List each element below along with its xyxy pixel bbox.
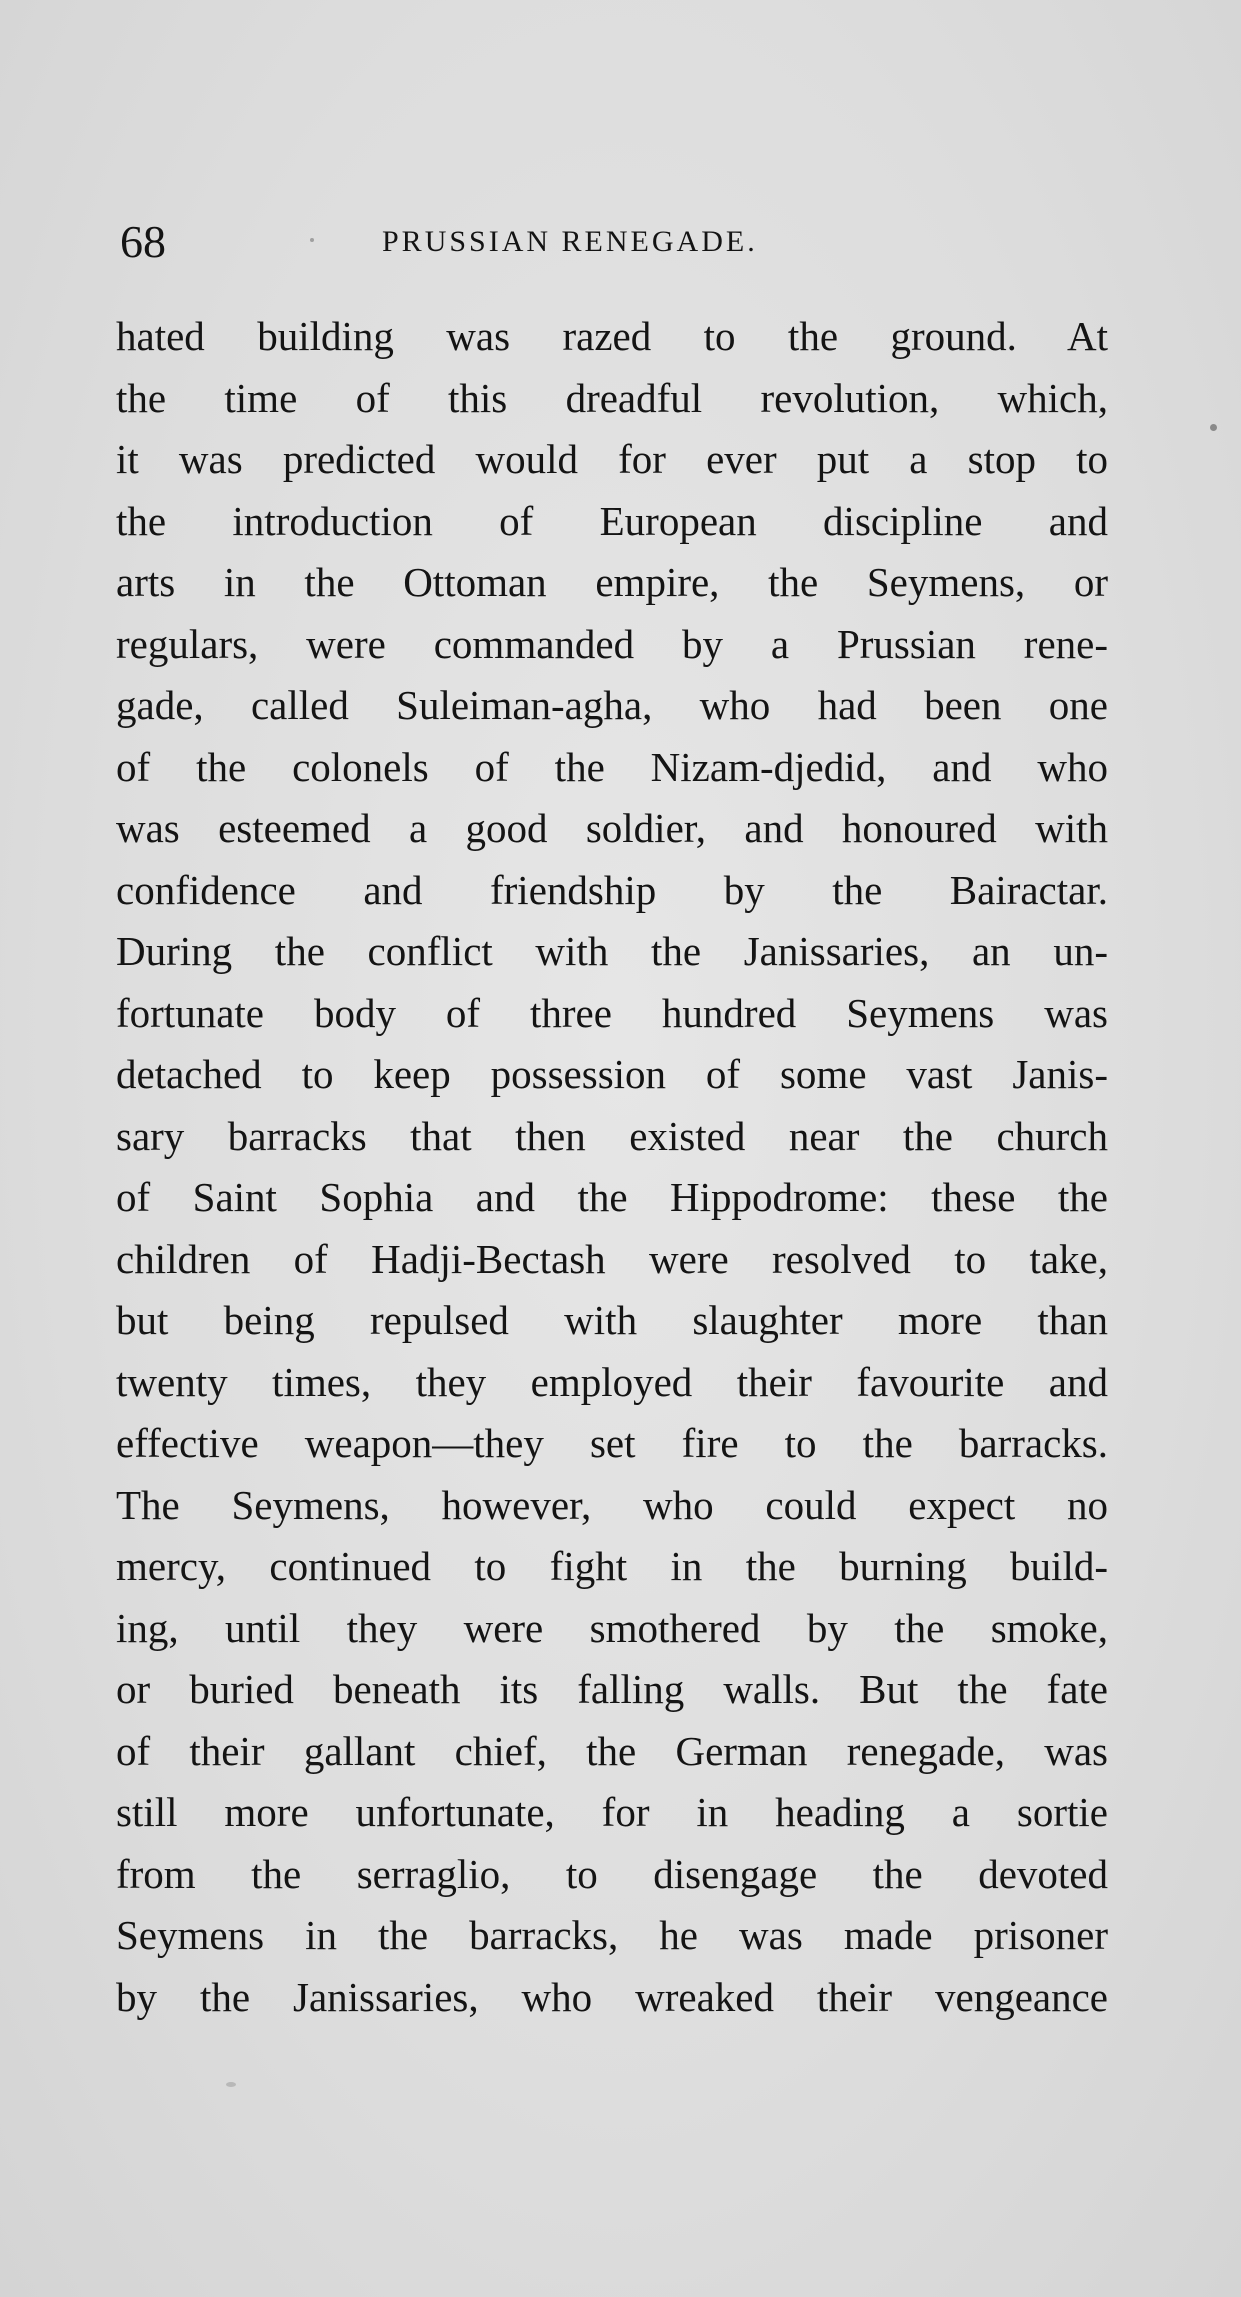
- text-line: effective weapon—they set fire to the barracks.: [116, 1420, 1108, 1466]
- text-line: fortunate body of three hundred Seymens was: [116, 989, 1108, 1036]
- running-head: PRUSSIAN RENEGADE.: [382, 225, 758, 258]
- text-line: the time of this dreadful revolution, which,: [116, 374, 1108, 421]
- text-line: but being repulsed with slaughter more than: [116, 1297, 1108, 1343]
- text-line: still more unfortunate, for in heading a sortie: [116, 1789, 1108, 1835]
- print-speck: [226, 2082, 236, 2087]
- text-line: from the serraglio, to disengage the devoted: [116, 1850, 1108, 1897]
- text-line: arts in the Ottoman empire, the Seymens, or: [116, 559, 1108, 605]
- page-header: [120, 212, 1120, 272]
- text-line: During the conflict with the Janissaries, an un-: [116, 928, 1108, 974]
- text-line: was esteemed a good soldier, and honoured with: [116, 805, 1108, 851]
- text-line: the introduction of European discipline and: [116, 497, 1108, 544]
- text-line: gade, called Suleiman-agha, who had been one: [116, 682, 1108, 728]
- text-line: Seymens in the barracks, he was made prisoner: [116, 1912, 1108, 1958]
- text-line: or buried beneath its falling walls. But the fate: [116, 1666, 1108, 1712]
- text-line: hated building was razed to the ground. At: [116, 313, 1108, 359]
- text-line: by the Janissaries, who wreaked their vengeance: [116, 1973, 1108, 2020]
- text-line: it was predicted would for ever put a stop to: [116, 436, 1108, 482]
- print-speck: [1210, 424, 1217, 431]
- text-line: ing, until they were smothered by the smoke,: [116, 1604, 1108, 1651]
- text-line: of the colonels of the Nizam-djedid, and who: [116, 743, 1108, 790]
- text-line: detached to keep possession of some vast Janis-: [116, 1051, 1108, 1097]
- page-number: 68: [120, 216, 166, 267]
- print-speck: [310, 238, 314, 242]
- text-line: of their gallant chief, the German renegade, was: [116, 1727, 1108, 1774]
- text-line: sary barracks that then existed near the church: [116, 1112, 1108, 1159]
- text-line: The Seymens, however, who could expect no: [116, 1481, 1108, 1528]
- text-line: mercy, continued to fight in the burning build-: [116, 1543, 1108, 1589]
- text-line: regulars, were commanded by a Prussian rene-: [116, 620, 1108, 667]
- text-line: twenty times, they employed their favourite and: [116, 1358, 1108, 1405]
- text-line: confidence and friendship by the Bairactar.: [116, 866, 1108, 913]
- text-line: of Saint Sophia and the Hippodrome: these the: [116, 1174, 1108, 1220]
- text-line: children of Hadji-Bectash were resolved to take,: [116, 1235, 1108, 1282]
- body-text: [116, 306, 1108, 2028]
